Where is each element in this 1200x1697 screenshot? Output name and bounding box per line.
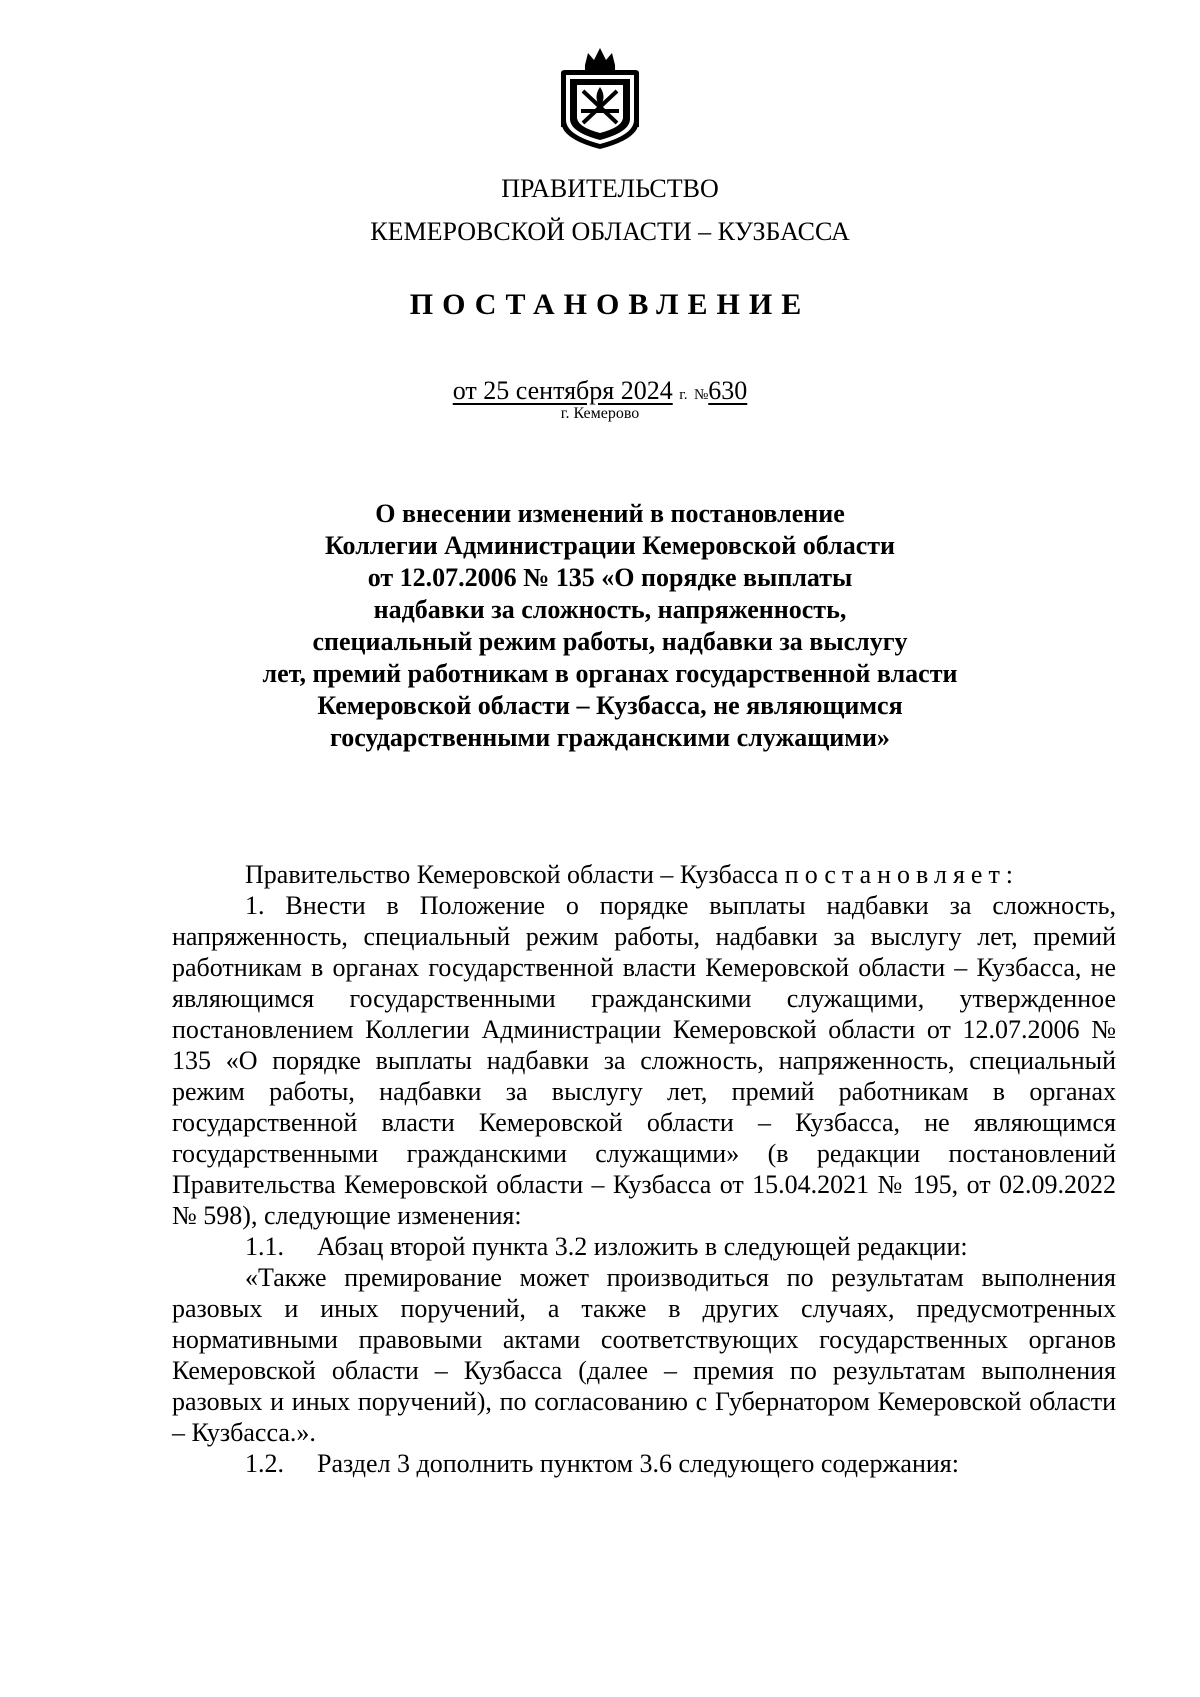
year-suffix: г. [679,387,688,403]
subject-line: специальный режим работы, надбавки за выслугу [312,627,908,656]
subject-line: лет, премий работникам в органах государственной власти [262,659,958,688]
paragraph-1-1 [172,1231,1116,1262]
paragraph-1-1-text: Абзац второй пункта 3.2 изложить в следующей редакции: [317,1232,968,1261]
government-name-line2: КЕМЕРОВСКОЙ ОБЛАСТИ – КУЗБАССА [370,217,850,246]
government-name-line1: ПРАВИТЕЛЬСТВО [501,174,719,203]
intro-decree-word: постановляет: [784,860,1020,889]
document-body [172,859,1116,1479]
document-type-title: ПОСТАНОВЛЕНИЕ [409,288,811,321]
paragraph-1-1-quote: «Также премирование может производиться по результатам выполнения разовых и иных поручений, а также в других случаях, предусмотренных нормативными правовыми актами соответствующих государственных органов Кемеровской области – Кузбасса (далее – премия по результатам выполнения разовых и иных поручений), по согласованию с Губернатором Кемеровской области – Кузбасса.». [172,1263,1116,1447]
subject-line: надбавки за сложность, напряженность, [373,595,847,624]
subject-line: О внесении изменений в постановление [375,499,845,528]
city: г. Кемерово [560,405,640,422]
document-subject [230,498,990,754]
subject-line: Коллегии Администрации Кемеровской области [324,531,896,560]
intro-lead: Правительство Кемеровской области – Кузбасса [245,860,779,889]
paragraph-1-2-text: Раздел 3 дополнить пунктом 3.6 следующего содержания: [317,1449,959,1478]
subject-line: от 12.07.2006 № 135 «О порядке выплаты [367,563,853,592]
subject-line: Кемеровской области – Кузбасса, не являющимся [317,691,903,720]
document-date: от 25 сентября 2024 [452,376,673,405]
intro-paragraph [172,859,1116,890]
paragraph-1-2-number: 1.2. [245,1449,284,1478]
paragraph-1: 1. Внести в Положение о порядке выплаты надбавки за сложность, напряженность, специальный режим работы, надбавки за выслугу лет, премий работникам в органах государственной власти Кемеровской области – Кузбасса, не являющимся государственными гражданскими служащими, утвержденное постановлением Коллегии Администрации Кемеровской области от 12.07.2006 № 135 «О порядке выплаты надбавки за сложность, напряженность, специальный режим работы, надбавки за выслугу лет, премий работникам в органах государственной власти Кемеровской области – Кузбасса, не являющимся государственными гражданскими служащими» (в редакции постановлений Правительства Кемеровской области – Кузбасса от 15.04.2021 № 195, от 02.09.2022 № 598), следующие изменения: [172,891,1116,1230]
coat-of-arms-icon [555,43,645,153]
number-sign: № [693,387,709,403]
paragraph-1-2 [172,1448,1116,1479]
document-number: 630 [708,376,748,405]
subject-line: государственными гражданскими служащими» [330,723,890,752]
paragraph-1-1-number: 1.1. [245,1232,284,1261]
